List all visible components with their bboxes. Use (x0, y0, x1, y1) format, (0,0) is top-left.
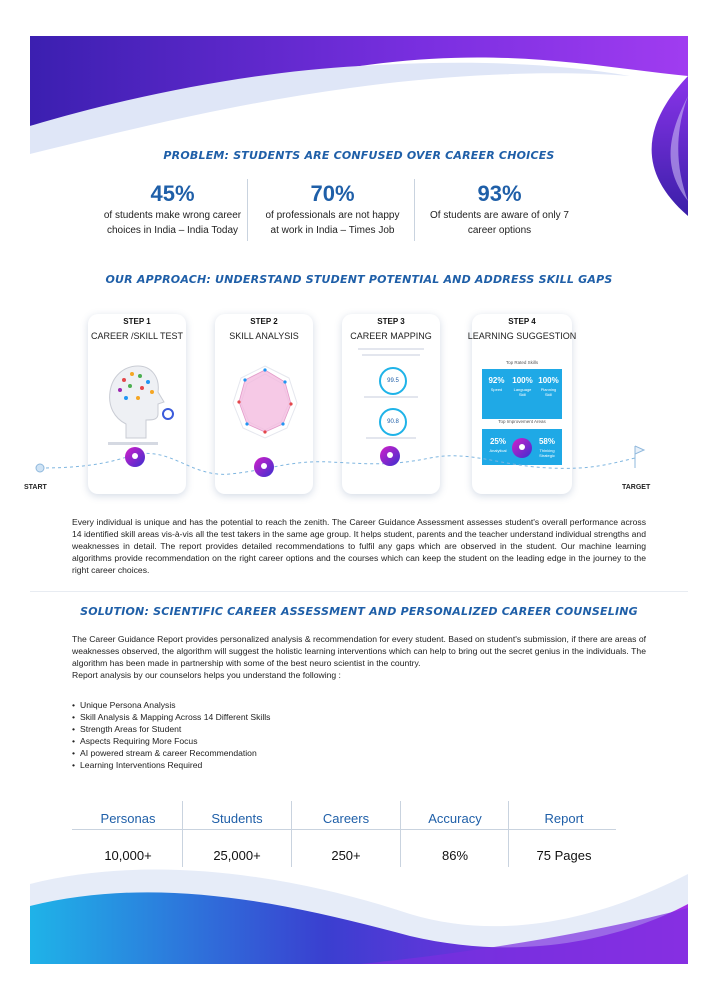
brochure-page (24, 36, 688, 964)
stat-93 (417, 181, 582, 237)
stat-divider (414, 179, 415, 241)
summary-accuracy (401, 808, 509, 863)
location-pin-icon (379, 445, 401, 469)
location-pin-icon (253, 456, 275, 480)
stat-value: 70% (310, 181, 355, 206)
skill-label: Planning Skill (540, 387, 557, 397)
start-label: START (24, 484, 47, 491)
stat-text-line1: Of students are aware of only 7 (430, 210, 569, 221)
summary-value: 86% (441, 848, 469, 863)
summary-value: 75 Pages (536, 848, 592, 863)
skill-radar-icon (225, 358, 305, 448)
summary-label: Personas (100, 811, 156, 826)
list-item: • Learning Interventions Required (72, 759, 270, 771)
summary-value: 250+ (331, 848, 361, 863)
problem-heading: PROBLEM: STUDENTS ARE CONFUSED OVER CAREER CHOICES (163, 149, 555, 162)
list-item: • Strength Areas for Student (72, 723, 270, 735)
summary-label: Students (211, 811, 263, 826)
summary-label: Careers (322, 811, 370, 826)
approach-heading: OUR APPROACH: UNDERSTAND STUDENT POTENTIAL AND ADDRESS SKILL GAPS (105, 273, 613, 286)
step-2-name: SKILL ANALYSIS (229, 331, 299, 341)
skill-label: Language Skill (513, 387, 532, 397)
stat-text-line1: of professionals are not happy (265, 210, 400, 221)
summary-students (183, 808, 291, 863)
stat-text-line1: of students make wrong career (103, 210, 242, 221)
summary-careers (292, 808, 400, 863)
approach-description: Every individual is unique and has the potential to reach the zenith. The Career Guidance Assessment assesses student's overall performance across 14 identified skill areas vis-à-vis all the test takers in the same age group. It helps student, parents and the teacher understand individual strengths and weaknesses in detail. The report provides detailed recommendations to fulfil any gaps which are observed in the student. Our machine learning algorithms provide recommendation on the right career options and the courses which can keep the student on the leading edge in the journey to the right career choices. (72, 517, 646, 575)
summary-report (510, 808, 618, 863)
mapping-score-1: 99.5 (379, 367, 407, 395)
solution-heading: SOLUTION: SCIENTIFIC CAREER ASSESSMENT AND PERSONALIZED CAREER COUNSELING (80, 605, 638, 618)
brain-head-icon (98, 358, 178, 448)
area-label: Thinking Strategic (539, 448, 555, 458)
step-1-number: STEP 1 (123, 317, 151, 326)
step-3-number: STEP 3 (377, 317, 405, 326)
location-pin-icon (124, 446, 146, 470)
top-skills-label: Top Rated Skills (505, 360, 539, 365)
summary-value: 25,000+ (213, 848, 261, 863)
skill-value: 92% (488, 376, 505, 385)
skill-label: Speed (490, 387, 503, 392)
skill-value: 100% (538, 376, 559, 385)
stat-text-line2: at work in India – Times Job (270, 225, 395, 236)
step-3-name: CAREER MAPPING (350, 331, 432, 341)
step-2-number: STEP 2 (250, 317, 278, 326)
summary-label: Accuracy (428, 811, 482, 826)
section-divider (30, 591, 688, 592)
mapping-score-2: 90.8 (379, 408, 407, 436)
mapping-line (358, 348, 424, 350)
summary-value: 10,000+ (104, 848, 152, 863)
list-item: • Unique Persona Analysis (72, 699, 270, 711)
mapping-line (362, 354, 420, 356)
target-label: TARGET (622, 484, 651, 491)
solution-bullet-list (72, 699, 270, 771)
summary-personas (74, 808, 182, 863)
area-value: 58% (538, 437, 555, 446)
location-pin-icon (511, 437, 533, 461)
stat-45 (90, 181, 255, 237)
summary-label: Report (544, 811, 584, 826)
list-item: • Skill Analysis & Mapping Across 14 Different Skills (72, 711, 270, 723)
step-1-name: CAREER /SKILL TEST (90, 331, 184, 341)
area-value: 25% (489, 437, 506, 446)
stat-divider (247, 179, 248, 241)
stat-value: 45% (150, 181, 195, 206)
skill-value: 100% (512, 376, 533, 385)
mapping-line (364, 396, 418, 398)
list-item: • AI powered stream & career Recommendation (72, 747, 270, 759)
stat-70 (250, 181, 415, 237)
step-4-name: LEARNING SUGGESTION (467, 331, 577, 341)
step-4-number: STEP 4 (508, 317, 536, 326)
area-label: Analytical (489, 448, 507, 453)
stat-text-line2: choices in India – India Today (106, 225, 238, 236)
improvement-label: Top Improvement Areas (498, 419, 546, 424)
solution-intro: Report analysis by our counselors helps you understand the following : (72, 670, 341, 680)
solution-paragraph: The Career Guidance Report provides personalized analysis & recommendation for every student. Based on student's submission, if there are areas of weaknesses observed, the algorithm will suggest the holistic learning interventions which can help to bring out the secret genius in the individuals. The algorithm has been made in partnership with some of the best neuro scientist in the country. (72, 634, 646, 668)
list-item: • Aspects Requiring More Focus (72, 735, 270, 747)
stat-text-line2: career options (467, 225, 532, 236)
stat-value: 93% (477, 181, 522, 206)
